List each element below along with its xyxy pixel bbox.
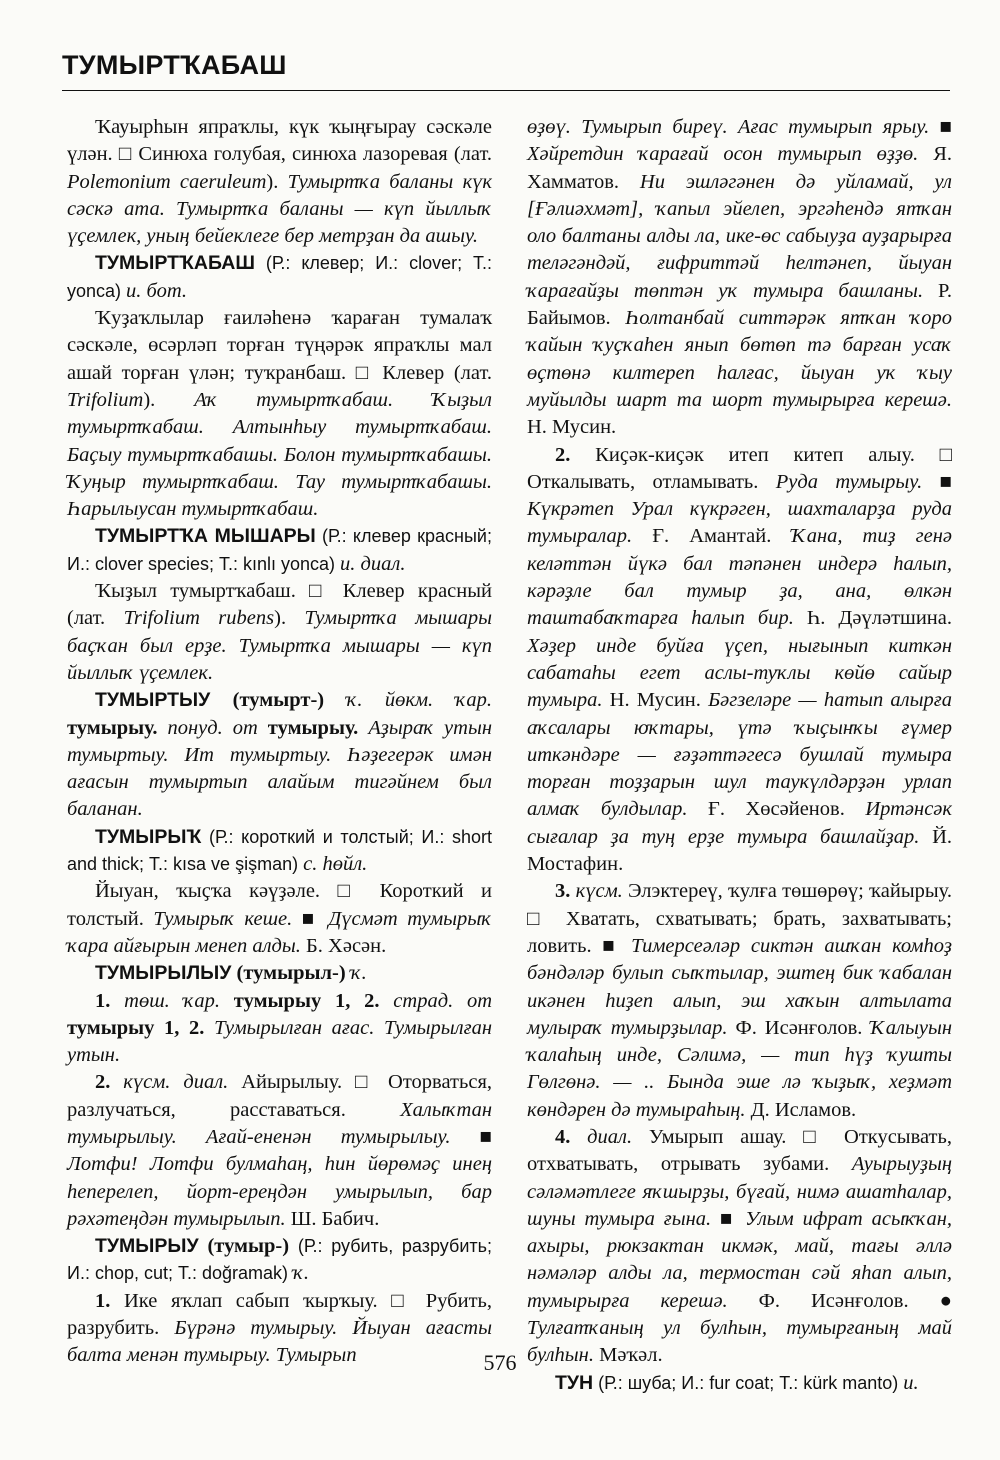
text-run: (тумырт-) bbox=[210, 689, 347, 712]
text-run: Trifolium rubens bbox=[123, 607, 275, 630]
headword: ТУН bbox=[555, 1371, 594, 1394]
text-run: Дүсмәт тумырыҡ ҡара айғырын менеп алды. bbox=[67, 907, 492, 957]
text-run: ). bbox=[274, 607, 305, 630]
text-run: Polemonium caeruleum bbox=[67, 170, 267, 193]
text-run: и. бот. bbox=[126, 279, 188, 302]
text-run: Тулғатҡаның ул булһын, тумырғаның май булһын. bbox=[527, 1317, 952, 1367]
text-run: (Р.: рубить, разрубить; И.: chop, cut; Т.: doğramak) bbox=[67, 1236, 492, 1284]
text-run: Н. Мусин. bbox=[602, 689, 709, 712]
entry-paragraph bbox=[67, 578, 492, 687]
text-run: ). bbox=[266, 170, 288, 193]
text-run: Тумыртҡа баланы күк сәскә ата. Тумыртҡа баланы — күп йыллыҡ үҫемлек, уның бейеклеге бер метрҙан да ашыу. bbox=[67, 170, 492, 248]
text-run: ҡ. bbox=[350, 962, 367, 985]
text-run: Тумырыҡ кеше. bbox=[153, 907, 293, 930]
entry-paragraph bbox=[67, 878, 492, 960]
text-run: 1. bbox=[95, 989, 125, 1012]
text-run: 4. bbox=[555, 1125, 588, 1148]
text-run: Б. Хәсән. bbox=[300, 934, 387, 957]
entry-paragraph bbox=[67, 1069, 492, 1233]
text-run: (Р.: клевер; И.: clover; Т.: yonca) bbox=[67, 253, 492, 301]
entry-paragraph bbox=[67, 960, 492, 987]
entry-paragraph bbox=[67, 824, 492, 879]
text-run: ■ bbox=[711, 1207, 746, 1230]
text-run: Й. Мостафин. bbox=[527, 825, 953, 876]
text-run: тумырыу 1, 2. bbox=[220, 989, 394, 1012]
text-run: ҡ. йөкм. ҡар. bbox=[346, 689, 492, 712]
text-run: (тумырыл-) bbox=[231, 962, 351, 985]
text-run: Ҡуҙаҡлылар ғаиләһенә ҡараған тумалаҡ сәскәле, өсәрләп торған түңәрәк япраҡлы мал ашай торған үлән; туҡранбаш. □ Клевер (лат. bbox=[67, 307, 492, 384]
text-run: (Р.: короткий и толстый; И.: short and thick; Т.: kısa ve şişman) bbox=[67, 826, 492, 875]
text-run: понуд. от bbox=[167, 716, 258, 739]
text-run: Аҙыраҡ утын тумыртыу. Ит тумыртыу. Һәҙегерәк имән ағасын тумыртып алайым тигәйнем был баланан. bbox=[67, 716, 493, 821]
text-run: күсм. диал. bbox=[123, 1071, 229, 1094]
text-run: Хәйретдин ҡарағай осон тумырып өҙҙө. bbox=[527, 143, 919, 166]
entry-paragraph bbox=[67, 305, 492, 523]
text-run: ■ bbox=[922, 470, 952, 493]
text-run: тумырыу. bbox=[257, 716, 369, 739]
text-run: Ҡыҙыл тумыртҡабаш. □ Клевер красный (лат. bbox=[67, 580, 492, 630]
text-run: тумырыу. bbox=[67, 716, 168, 739]
text-run: Ш. Бабич. bbox=[285, 1207, 380, 1230]
text-run: 2. bbox=[95, 1071, 124, 1094]
page-number: 576 bbox=[483, 1350, 517, 1375]
text-run: Ҡауырһын япраҡлы, күк ҡыңғырау сәскәле үлән. □ Синюха голубая, синюха лазоревая (лат. bbox=[67, 116, 492, 166]
text-run: Тумырылған ағас. Тумырылған утын. bbox=[67, 1016, 492, 1067]
entry-paragraph bbox=[67, 114, 492, 250]
text-run: Ҡалыуын ҡалаһың инде, Сәлимә, — тип һүҙ ҡушты Гөлгөнә. — .. Бында эше лә ҡыҙыҡ, хеҙмәт көндәрен дә тумыраһың. bbox=[527, 1016, 952, 1121]
text-run: (Р.: шуба; И.: fur coat; Т.: kürk manto) bbox=[593, 1372, 904, 1393]
headword: ТУМЫРЫЛЫУ bbox=[95, 962, 232, 985]
text-run: Элэктереү, ҡулға төшөрөү; ҡайырыу. □ Хватать, схватывать; брать, захватывать; ловить. ■ bbox=[527, 880, 952, 957]
text-run: Руда тумырыу. bbox=[775, 470, 923, 493]
headword: ТУМЫРТҠАБАШ bbox=[95, 252, 255, 275]
text-run: ■ bbox=[292, 907, 329, 930]
text-run: Күкрәтеп Урал күкрәген, шахталарҙа руда тумыралар. bbox=[527, 498, 952, 548]
text-run: Ф. Исәнғолов. ● bbox=[727, 1289, 952, 1312]
text-run: Мәҡәл. bbox=[593, 1344, 663, 1367]
text-run: ■ bbox=[450, 1125, 492, 1148]
header-rule bbox=[62, 90, 950, 91]
text-run: Я. Хамматов. bbox=[527, 143, 952, 193]
text-run: ■ bbox=[929, 116, 952, 138]
text-run: Аҡ тумыртҡабаш. Ҡыҙыл тумыртҡабаш. Алтынһыу тумыртҡабаш. Баҫыу тумыртҡабашы. Болон тумыртҡабашы. Ҡуңыр тумыртҡабаш. Тау тумыртҡабашы. Һарылыусан тумыртҡабаш. bbox=[67, 388, 492, 521]
entry-paragraph bbox=[67, 988, 492, 1070]
text-run: диал. bbox=[587, 1125, 633, 1148]
text-run: с. һөйл. bbox=[303, 853, 368, 876]
text-run: тумырыу 1, 2. bbox=[67, 1016, 215, 1039]
entry-paragraph bbox=[527, 114, 952, 442]
entry-paragraph bbox=[67, 523, 492, 578]
text-run: Йыуан, ҡыҫҡа кәүҙәле. □ Короткий и толстый. bbox=[67, 880, 492, 930]
entry-paragraph bbox=[67, 250, 492, 305]
running-head: ТУМЫРТҠАБАШ bbox=[62, 50, 287, 80]
entry-paragraph bbox=[527, 878, 952, 1124]
text-run: төш. ҡар. bbox=[124, 989, 221, 1012]
text-run: Иртәнсәк сығалар ҙа туң ерҙе тумыра башлайҙар. bbox=[527, 798, 952, 848]
text-run: ). bbox=[143, 388, 195, 411]
headword: ТУМЫРЫҠ bbox=[95, 825, 202, 848]
text-run: Халыҡтан тумырылыу. Ағай-ененән тумырылыу. bbox=[67, 1098, 492, 1148]
entry-paragraph bbox=[67, 687, 492, 823]
text-run: Тимерсеәләр сиктән ашҡан комһоҙ бәндәләр булып сыҡтылар, эштең бик ҡабалан икәнен һиҙеп алып, эш хаҡын алтылата мулыраҡ тумырҙылар. bbox=[527, 934, 952, 1039]
text-run: Улым ифрат асыҡҡан, ахыры, рюкзактан икмәк, май, тағы әллә нәмәләр алды ла, термостан сәй яһап алып, тумырырға керешә. bbox=[527, 1207, 953, 1312]
text-run: Айырылыу. □ Оторваться, разлучаться, расставаться. bbox=[67, 1071, 492, 1121]
text-run: Д. Исламов. bbox=[745, 1098, 857, 1121]
text-run: Ф. Исәнғолов. bbox=[727, 1016, 871, 1039]
text-run: (тумыр-) bbox=[198, 1235, 298, 1258]
text-run: страд. от bbox=[393, 989, 493, 1012]
text-run: Умырып ашау. □ Откусывать, отхватывать, отрывать зубами. bbox=[527, 1125, 952, 1176]
text-run: ҡ. bbox=[293, 1262, 309, 1285]
text-run: Ике яҡлап сабып ҡырҡыу. □ Рубить, разрубить. bbox=[67, 1289, 493, 1340]
text-run: Лотфи! Лотфи булмаһаң, һин йөрөмәҫ инең һеперелеп, йорт-ереңдән умырылып, бар рәхәтеңдән тумырылып. bbox=[67, 1153, 492, 1230]
right-column bbox=[527, 114, 952, 1397]
headword: ТУМЫРТҠА МЫШАРЫ bbox=[95, 525, 316, 548]
text-run: Һолтанбай ситтәрәк ятҡан ҡоро ҡайын ҡуҫҡаһен янып бөтөп тә барған усаҡ өҫтөнә килтереп һалғас, йыуан уҡ ҡыу муйылды шарт та шорт тумырырға керешә. bbox=[527, 307, 952, 411]
entry-paragraph bbox=[527, 1124, 952, 1370]
text-run: и. bbox=[903, 1371, 919, 1394]
text-run: Ғ. Амантай. bbox=[632, 525, 792, 548]
text-run: (Р.: клевер красный; И.: clover species; Т.: kınlı yonca) bbox=[67, 526, 492, 574]
text-run: Киҫәк-киҫәк итеп китеп алыу. □ Откалывать, отламывать. bbox=[527, 443, 952, 493]
text-run: Тумыртҡа мышары баҫҡан был ерҙе. Тумыртҡа мышары — күп йыллыҡ үҫемлек. bbox=[67, 607, 493, 684]
text-run: Н. Мусин. bbox=[527, 416, 617, 439]
text-run: Бүрәнә тумырыу. Йыуан ағасты балта менән тумырыу. Тумырып bbox=[67, 1317, 492, 1367]
text-run: Ауырыуҙың сәләмәтлеге яҡшырҙы, бүғай, нимә ашатһалар, шуны тумыра ғына. bbox=[527, 1153, 952, 1230]
text-run: Ни эшләгәнен дә уйламай, ул [Ғәлиәхмәт], ҡапыл эйелеп, эргәһендә ятҡан оло балтаны алды ла, ике-өс сабыуҙа ауҙарырға теләгәндәй, ғифриттәй һелтәнеп, йыуан ҡарағайҙы төптән уҡ тумыра башланы. bbox=[527, 170, 952, 302]
headword: ТУМЫРТЫУ bbox=[95, 689, 211, 712]
entry-paragraph bbox=[527, 442, 952, 879]
text-run: Ғ. Хөсәйенов. bbox=[687, 798, 866, 821]
text-run: Р. Байымов. bbox=[527, 279, 953, 330]
text-run: 3. bbox=[555, 880, 576, 903]
text-run: Бәгзеләре — һатып алырға аҡсалары юҡтары, үтә ҡыҫынҡы ғүмер иткәндәре — ғәҙәттәгесә бушлай тумыра торған тоҙҙарын шул таукүлдәрҙән урлап алмаҡ булдылар. bbox=[527, 689, 952, 821]
entry-paragraph bbox=[67, 1233, 492, 1288]
text-run: 2. bbox=[555, 443, 596, 466]
text-run: Ҡана, тиҙ генә келәттән йүкә бал тәпәнен индерә һалып, кәрәҙле бал тумыр ҙа, ана, өлкән таштабаҡтарға һалып бир. bbox=[527, 525, 952, 630]
text-run: өҙөү. Тумырып биреү. Ағас тумырып ярыу. bbox=[527, 116, 930, 138]
text-run: күсм. bbox=[575, 880, 623, 903]
text-run: Һ. Дәүләтшина. bbox=[793, 607, 952, 630]
text-run: Trifolium bbox=[67, 388, 144, 411]
text-run: и. диал. bbox=[340, 552, 406, 575]
headword: ТУМЫРЫУ bbox=[95, 1235, 199, 1258]
left-column bbox=[67, 114, 492, 1370]
text-run: Хәҙер инде буйға үҫеп, нығынып киткән сабатаһы егет аслы-туҡлы көйө сайыр тумыра. bbox=[527, 634, 952, 712]
text-run: 1. bbox=[95, 1289, 124, 1312]
